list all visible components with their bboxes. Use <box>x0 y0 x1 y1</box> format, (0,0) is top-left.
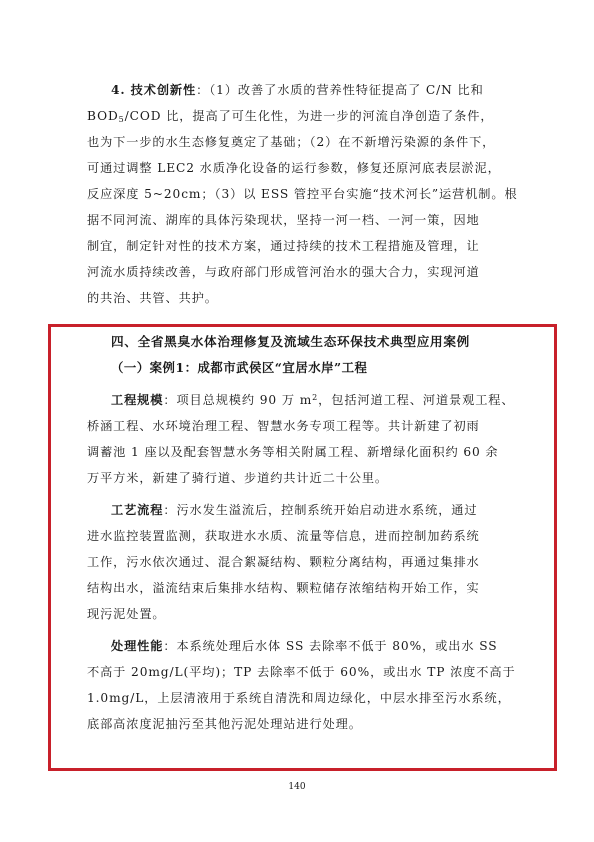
paragraph-line: 制宜，制定针对性的技术方案，通过持续的技术工程措施及管理，让 <box>87 239 480 253</box>
page-number: 140 <box>288 782 306 792</box>
paragraph-line: 万平方米，新建了骑行道、步道约共计近二十公里。 <box>87 471 389 485</box>
paragraph-line: 工艺流程：污水发生溢流后，控制系统开始启动进水系统，通过 <box>111 503 478 517</box>
paragraph-line: 调蓄池 1 座以及配套智慧水务等相关附属工程、新增绿化面积约 60 余 <box>87 445 499 459</box>
paragraph-line: 也为下一步的水生态修复奠定了基础；（2）在不新增污染源的条件下， <box>87 135 496 149</box>
paragraph-line: 进水监控装置监测，获取进水水质、流量等信息，进而控制加药系统 <box>87 529 480 543</box>
case-title: （一）案例1：成都市武侯区“宜居水岸”工程 <box>111 360 368 375</box>
process-heading: 工艺流程 <box>111 503 164 517</box>
paragraph-line: 河流水质持续改善，与政府部门形成管河治水的强大合力，实现河道 <box>87 265 480 279</box>
paragraph-line: 底部高浓度泥抽污至其他污泥处理站进行处理。 <box>87 717 362 731</box>
section-title: 四、全省黑臭水体治理修复及流域生态环保技术典型应用案例 <box>111 334 470 349</box>
paragraph-line: 可通过调整 LEC2 水质净化设备的运行参数，修复还原河底表层淤泥， <box>87 161 501 175</box>
performance-heading: 处理性能 <box>111 639 164 653</box>
paragraph-line: 工作，污水依次通过、混合絮凝结构、颗粒分离结构，再通过集排水 <box>87 555 480 569</box>
paragraph-line: 反应深度 5~20cm；（3）以 ESS 管控平台实施“技术河长”运营机制。根 <box>87 187 518 201</box>
paragraph-line: 不高于 20mg/L(平均)；TP 去除率不低于 60%，或出水 TP 浓度不高于 <box>87 665 516 679</box>
paragraph-line: 结构出水，溢流结束后集排水结构、颗粒储存浓缩结构开始工作，实 <box>87 581 480 595</box>
paragraph-line: 据不同河流、湖库的具体污染现状，坚持一河一档、一河一策，因地 <box>87 213 480 227</box>
paragraph-line: $BOD_5$/COD 比，提高了可生化性，为进一步的河流自净创造了条件， <box>87 109 494 124</box>
paragraph-line: 4. 技术创新性：（1）改善了水质的营养性特征提高了 C/N 比和 <box>111 83 484 97</box>
paragraph-line: 的共治、共管、共护。 <box>87 291 218 305</box>
paragraph-line: 1.0mg/L，上层清液用于系统自清洗和周边绿化，中层水排至污水系统， <box>87 691 511 705</box>
paragraph-line: 工程规模：项目总规模约 90 万 $m^2$，包括河道工程、河道景观工程、 <box>111 393 515 407</box>
paragraph-line: 桥涵工程、水环境治理工程、智慧水务专项工程等。共计新建了初雨 <box>87 419 480 433</box>
paragraph-line: 现污泥处置。 <box>87 607 166 621</box>
scale-heading: 工程规模 <box>111 393 164 407</box>
paragraph-line: 处理性能：本系统处理后水体 SS 去除率不低于 80%，或出水 SS <box>111 639 498 653</box>
innovation-heading: 4. 技术创新性 <box>111 83 197 97</box>
